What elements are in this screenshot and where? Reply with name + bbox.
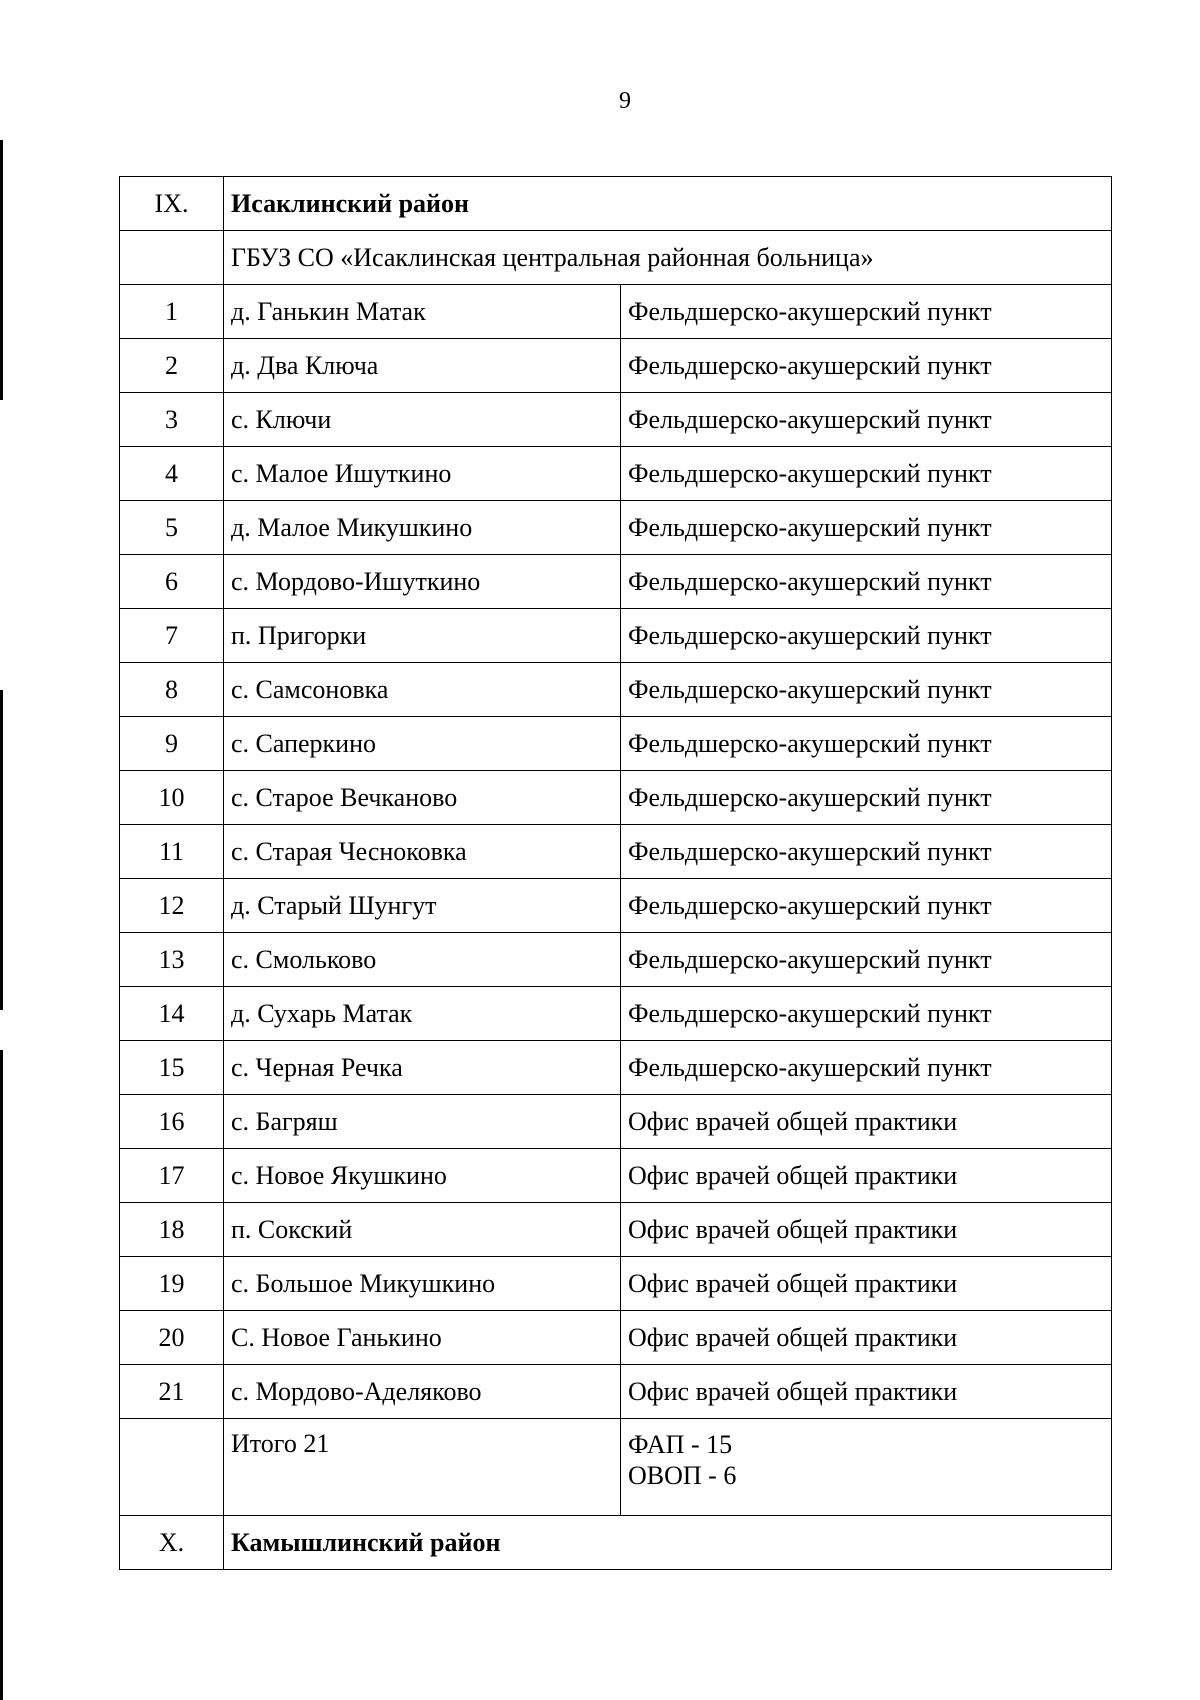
row-number: 21 bbox=[120, 1365, 224, 1419]
facility-type: Офис врачей общей практики bbox=[621, 1311, 1112, 1365]
settlement-name: с. Старая Чесноковка bbox=[224, 825, 621, 879]
table-row bbox=[120, 393, 1112, 447]
table-row bbox=[120, 771, 1112, 825]
empty-cell bbox=[120, 231, 224, 285]
total-breakdown bbox=[621, 1419, 1112, 1516]
section-title: Камышлинский район bbox=[224, 1516, 1112, 1570]
facility-type: Фельдшерско-акушерский пункт bbox=[621, 393, 1112, 447]
settlement-name: д. Старый Шунгут bbox=[224, 879, 621, 933]
settlement-name: д. Ганькин Матак bbox=[224, 285, 621, 339]
row-number: 12 bbox=[120, 879, 224, 933]
table-row bbox=[120, 987, 1112, 1041]
row-number: 15 bbox=[120, 1041, 224, 1095]
facility-type: Офис врачей общей практики bbox=[621, 1203, 1112, 1257]
facilities-table bbox=[119, 176, 1112, 1570]
empty-cell bbox=[120, 1419, 224, 1516]
row-number: 19 bbox=[120, 1257, 224, 1311]
section-header-row bbox=[120, 1516, 1112, 1570]
table-row bbox=[120, 1311, 1112, 1365]
scan-edge-mark bbox=[0, 140, 3, 400]
settlement-name: с. Смольково bbox=[224, 933, 621, 987]
row-number: 8 bbox=[120, 663, 224, 717]
row-number: 16 bbox=[120, 1095, 224, 1149]
facility-type: Фельдшерско-акушерский пункт bbox=[621, 663, 1112, 717]
facility-type: Офис врачей общей практики bbox=[621, 1095, 1112, 1149]
section-number: IX. bbox=[120, 177, 224, 231]
facility-type: Фельдшерско-акушерский пункт bbox=[621, 555, 1112, 609]
table-row bbox=[120, 1041, 1112, 1095]
row-number: 2 bbox=[120, 339, 224, 393]
facility-type: Фельдшерско-акушерский пункт bbox=[621, 717, 1112, 771]
settlement-name: п. Сокский bbox=[224, 1203, 621, 1257]
scan-edge-mark bbox=[0, 690, 3, 1010]
facility-type: Фельдшерско-акушерский пункт bbox=[621, 879, 1112, 933]
facility-type: Фельдшерско-акушерский пункт bbox=[621, 933, 1112, 987]
row-number: 11 bbox=[120, 825, 224, 879]
page-number: 9 bbox=[619, 88, 631, 114]
section-title: Исаклинский район bbox=[224, 177, 1112, 231]
table-row bbox=[120, 879, 1112, 933]
row-number: 18 bbox=[120, 1203, 224, 1257]
table-row bbox=[120, 285, 1112, 339]
table-row bbox=[120, 1149, 1112, 1203]
table-row bbox=[120, 447, 1112, 501]
facility-type: Фельдшерско-акушерский пункт bbox=[621, 501, 1112, 555]
table-row bbox=[120, 609, 1112, 663]
table-row bbox=[120, 501, 1112, 555]
scan-edge-mark bbox=[0, 1050, 3, 1700]
settlement-name: с. Багряш bbox=[224, 1095, 621, 1149]
facility-type: Фельдшерско-акушерский пункт bbox=[621, 825, 1112, 879]
table-row bbox=[120, 1095, 1112, 1149]
row-number: 7 bbox=[120, 609, 224, 663]
row-number: 20 bbox=[120, 1311, 224, 1365]
institution-name: ГБУЗ СО «Исаклинская центральная районная больница» bbox=[224, 231, 1112, 285]
facility-type: Фельдшерско-акушерский пункт bbox=[621, 447, 1112, 501]
settlement-name: с. Большое Микушкино bbox=[224, 1257, 621, 1311]
settlement-name: с. Старое Вечканово bbox=[224, 771, 621, 825]
row-number: 13 bbox=[120, 933, 224, 987]
total-row bbox=[120, 1419, 1112, 1516]
row-number: 9 bbox=[120, 717, 224, 771]
settlement-name: п. Пригорки bbox=[224, 609, 621, 663]
row-number: 6 bbox=[120, 555, 224, 609]
institution-row bbox=[120, 231, 1112, 285]
settlement-name: с. Самсоновка bbox=[224, 663, 621, 717]
settlement-name: с. Черная Речка bbox=[224, 1041, 621, 1095]
table-row bbox=[120, 339, 1112, 393]
row-number: 17 bbox=[120, 1149, 224, 1203]
table-row bbox=[120, 717, 1112, 771]
facilities-table-body bbox=[120, 177, 1112, 1570]
settlement-name: д. Два Ключа bbox=[224, 339, 621, 393]
table-row bbox=[120, 933, 1112, 987]
facility-type: Офис врачей общей практики bbox=[621, 1149, 1112, 1203]
total-fap-count: ФАП - 15 bbox=[628, 1430, 733, 1459]
table-row bbox=[120, 825, 1112, 879]
settlement-name: д. Малое Микушкино bbox=[224, 501, 621, 555]
facility-type: Фельдшерско-акушерский пункт bbox=[621, 987, 1112, 1041]
section-header-row bbox=[120, 177, 1112, 231]
row-number: 14 bbox=[120, 987, 224, 1041]
facility-type: Фельдшерско-акушерский пункт bbox=[621, 609, 1112, 663]
settlement-name: с. Мордово-Аделяково bbox=[224, 1365, 621, 1419]
table-row bbox=[120, 1257, 1112, 1311]
total-label: Итого 21 bbox=[224, 1419, 621, 1516]
table-row bbox=[120, 1365, 1112, 1419]
row-number: 1 bbox=[120, 285, 224, 339]
settlement-name: С. Новое Ганькино bbox=[224, 1311, 621, 1365]
total-ovop-count: ОВОП - 6 bbox=[628, 1461, 737, 1490]
facility-type: Фельдшерско-акушерский пункт bbox=[621, 339, 1112, 393]
facility-type: Офис врачей общей практики bbox=[621, 1257, 1112, 1311]
row-number: 10 bbox=[120, 771, 224, 825]
facility-type: Офис врачей общей практики bbox=[621, 1365, 1112, 1419]
facility-type: Фельдшерско-акушерский пункт bbox=[621, 285, 1112, 339]
table-row bbox=[120, 1203, 1112, 1257]
table-row bbox=[120, 663, 1112, 717]
settlement-name: с. Саперкино bbox=[224, 717, 621, 771]
settlement-name: с. Малое Ишуткино bbox=[224, 447, 621, 501]
facility-type: Фельдшерско-акушерский пункт bbox=[621, 1041, 1112, 1095]
settlement-name: с. Мордово-Ишуткино bbox=[224, 555, 621, 609]
settlement-name: с. Ключи bbox=[224, 393, 621, 447]
row-number: 4 bbox=[120, 447, 224, 501]
section-number: X. bbox=[120, 1516, 224, 1570]
row-number: 5 bbox=[120, 501, 224, 555]
row-number: 3 bbox=[120, 393, 224, 447]
table-row bbox=[120, 555, 1112, 609]
facility-type: Фельдшерско-акушерский пункт bbox=[621, 771, 1112, 825]
settlement-name: с. Новое Якушкино bbox=[224, 1149, 621, 1203]
settlement-name: д. Сухарь Матак bbox=[224, 987, 621, 1041]
